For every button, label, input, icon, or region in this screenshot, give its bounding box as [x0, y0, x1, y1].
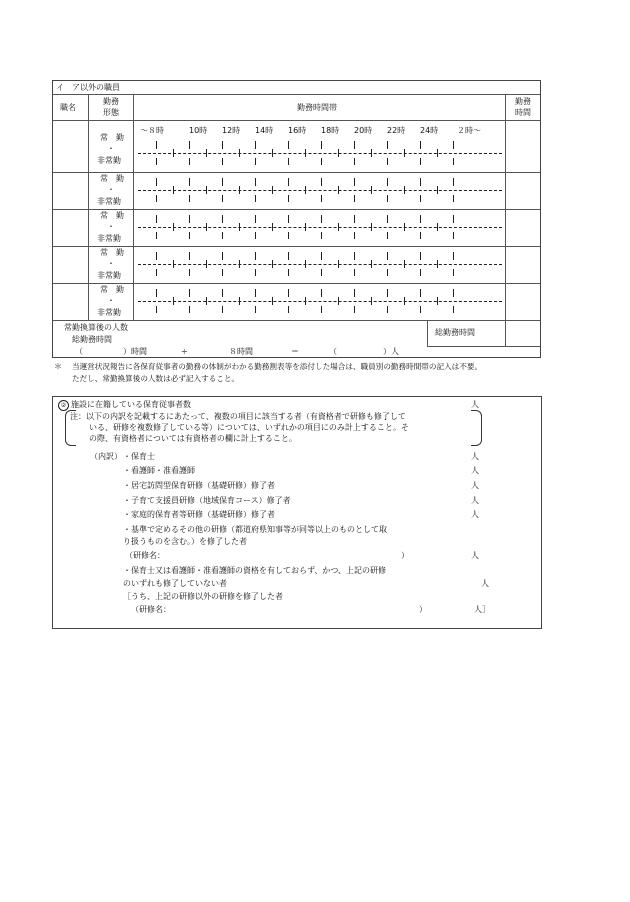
timeline-minor-tick — [206, 186, 207, 194]
item-unit: 人 — [471, 496, 479, 505]
timeline-major-tick — [255, 158, 256, 165]
nursery-other-sub-unit: 人］ — [474, 605, 490, 614]
divider — [53, 320, 540, 321]
timeline-minor-tick — [173, 149, 174, 157]
timeline-major-tick — [222, 215, 223, 223]
item-unit: 人 — [471, 481, 479, 490]
timeline-major-tick — [354, 195, 355, 202]
note-line: 注：以下の内訳を記載するにあたって、複数の項目に該当する者（有資格者で研修も修了して — [70, 412, 406, 421]
timeline-major-tick — [156, 141, 157, 149]
timeline-major-tick — [354, 178, 355, 186]
timeline-major-tick — [156, 158, 157, 165]
timeline-minor-tick — [305, 260, 306, 268]
form-label-fulltime: 常 勤 — [100, 248, 124, 257]
divider — [88, 94, 89, 320]
formula-hours: ）時間 — [123, 347, 147, 356]
timeline-major-tick — [420, 178, 421, 186]
nursery-other-line-1: ・保育士又は看護師・准看護師の資格を有しておらず、かつ、上記の研修 — [123, 566, 387, 575]
timeline-major-tick — [222, 289, 223, 297]
form-label-dot: ・ — [107, 185, 115, 194]
timeline-major-tick — [387, 141, 388, 149]
other-training-unit: 人 — [471, 551, 479, 560]
other-training-name-close: ） — [401, 551, 409, 560]
timeline-major-tick — [453, 269, 454, 276]
timeline-major-tick — [189, 215, 190, 223]
timeline-major-tick — [420, 195, 421, 202]
total-hours-box-label: 総勤務時間 — [435, 328, 475, 337]
timeline-major-tick — [156, 178, 157, 186]
timeline-minor-tick — [272, 149, 273, 157]
section-nursery-staff-count — [52, 396, 542, 629]
hour-label: 18時 — [321, 126, 340, 135]
timeline-major-tick — [222, 141, 223, 149]
section-title: 施設に在籍している保育従事者数 — [71, 400, 191, 409]
form-label-dot: ・ — [107, 259, 115, 268]
timeline-major-tick — [420, 306, 421, 313]
formula-div: ÷ — [181, 347, 188, 356]
timeline-major-tick — [453, 158, 454, 165]
timeline-major-tick — [321, 306, 322, 313]
timeline-major-tick — [288, 269, 289, 276]
form-label-dot: ・ — [107, 144, 115, 153]
timeline-major-tick — [453, 306, 454, 313]
section-title-unit: 人 — [471, 400, 479, 409]
timeline-row-2[interactable] — [138, 178, 502, 202]
timeline-major-tick — [222, 252, 223, 260]
timeline-minor-tick — [338, 297, 339, 305]
timeline-major-tick — [387, 158, 388, 165]
timeline-major-tick — [321, 158, 322, 165]
timeline-major-tick — [156, 306, 157, 313]
item-unit: 人 — [471, 510, 479, 519]
hour-label: 24時 — [420, 126, 439, 135]
header-job-title: 職名 — [60, 103, 76, 112]
timeline-major-tick — [156, 195, 157, 202]
timeline-major-tick — [420, 289, 421, 297]
item-label: ・子育て支援員研修（地域保育コース）修了者 — [123, 496, 291, 505]
timeline-major-tick — [453, 178, 454, 186]
timeline-major-tick — [222, 232, 223, 239]
timeline-minor-tick — [173, 223, 174, 231]
divider — [53, 94, 540, 95]
timeline-major-tick — [288, 252, 289, 260]
timeline-major-tick — [321, 141, 322, 149]
timeline-major-tick — [156, 252, 157, 260]
section-number: ② — [58, 400, 69, 411]
note-line: の際、有資格者については有資格者の欄に計上すること。 — [89, 434, 297, 443]
item-label: ・保育士 — [123, 452, 155, 461]
timeline-major-tick — [387, 252, 388, 260]
timeline-major-tick — [255, 269, 256, 276]
note-mark: ＊ — [54, 362, 62, 371]
timeline-major-tick — [354, 252, 355, 260]
timeline-major-tick — [222, 195, 223, 202]
timeline-minor-tick — [437, 297, 438, 305]
divider — [427, 320, 428, 346]
divider — [133, 94, 134, 320]
timeline-minor-tick — [371, 260, 372, 268]
form-label-parttime: 非常勤 — [97, 197, 121, 206]
item-unit: 人 — [471, 466, 479, 475]
header-work-form-2: 形態 — [103, 108, 119, 117]
timeline-major-tick — [156, 269, 157, 276]
timeline-major-tick — [255, 232, 256, 239]
timeline-major-tick — [387, 215, 388, 223]
timeline-row-5[interactable] — [138, 289, 502, 313]
form-label-dot: ・ — [107, 222, 115, 231]
timeline-major-tick — [387, 289, 388, 297]
timeline-minor-tick — [305, 149, 306, 157]
hour-label: 20時 — [354, 126, 373, 135]
timeline-minor-tick — [437, 186, 438, 194]
timeline-major-tick — [321, 269, 322, 276]
note-line: いる、研修を複数修了している等）については、いずれかの項目にのみ計上すること。そ — [89, 423, 409, 432]
formula-eq: ＝ — [291, 347, 299, 356]
timeline-minor-tick — [437, 260, 438, 268]
timeline-major-tick — [321, 195, 322, 202]
timeline-major-tick — [288, 195, 289, 202]
timeline-major-tick — [453, 141, 454, 149]
timeline-axis — [138, 301, 502, 302]
timeline-minor-tick — [272, 297, 273, 305]
timeline-major-tick — [354, 232, 355, 239]
timeline-minor-tick — [404, 149, 405, 157]
timeline-major-tick — [189, 232, 190, 239]
timeline-major-tick — [288, 158, 289, 165]
timeline-minor-tick — [404, 186, 405, 194]
timeline-major-tick — [189, 269, 190, 276]
timeline-major-tick — [222, 306, 223, 313]
timeline-axis — [138, 227, 502, 228]
timeline-major-tick — [255, 178, 256, 186]
timeline-major-tick — [255, 306, 256, 313]
timeline-row-4[interactable] — [138, 252, 502, 276]
timeline-axis — [138, 264, 502, 265]
timeline-minor-tick — [239, 297, 240, 305]
timeline-major-tick — [354, 269, 355, 276]
timeline-minor-tick — [206, 260, 207, 268]
timeline-major-tick — [387, 306, 388, 313]
timeline-major-tick — [354, 215, 355, 223]
timeline-major-tick — [453, 252, 454, 260]
timeline-major-tick — [222, 158, 223, 165]
hour-label: 14時 — [255, 126, 274, 135]
formula-result-close: ）人 — [383, 347, 399, 356]
timeline-major-tick — [387, 178, 388, 186]
timeline-major-tick — [420, 215, 421, 223]
timeline-major-tick — [420, 141, 421, 149]
header-work-form-1: 勤務 — [103, 97, 119, 106]
header-time-band: 勤務時間帯 — [297, 103, 337, 112]
item-unit: 人 — [471, 452, 479, 461]
timeline-major-tick — [288, 306, 289, 313]
hour-label: ～８時 — [140, 126, 164, 135]
header-work-hours-2: 時間 — [515, 108, 531, 117]
timeline-axis — [138, 153, 502, 154]
timeline-major-tick — [420, 269, 421, 276]
item-label: ・家庭的保育者等研修（基礎研修）修了者 — [123, 510, 275, 519]
form-label-parttime: 非常勤 — [97, 308, 121, 317]
timeline-major-tick — [453, 195, 454, 202]
timeline-major-tick — [321, 178, 322, 186]
nursery-other-sub-name-close: ） — [419, 605, 427, 614]
timeline-minor-tick — [173, 260, 174, 268]
note-bracket-right — [471, 410, 482, 446]
timeline-major-tick — [354, 306, 355, 313]
timeline-major-tick — [453, 289, 454, 297]
timeline-major-tick — [453, 232, 454, 239]
timeline-major-tick — [288, 215, 289, 223]
item-label: ・居宅訪問型保育研修（基礎研修）修了者 — [123, 481, 275, 490]
timeline-major-tick — [255, 252, 256, 260]
timeline-major-tick — [189, 195, 190, 202]
timeline-minor-tick — [371, 297, 372, 305]
timeline-major-tick — [387, 269, 388, 276]
timeline-major-tick — [321, 232, 322, 239]
timeline-minor-tick — [173, 297, 174, 305]
nursery-other-line-2: のいずれも修了していない者 — [123, 579, 227, 588]
timeline-major-tick — [255, 195, 256, 202]
timeline-major-tick — [288, 178, 289, 186]
timeline-minor-tick — [338, 149, 339, 157]
timeline-minor-tick — [338, 223, 339, 231]
timeline-minor-tick — [305, 297, 306, 305]
timeline-minor-tick — [239, 149, 240, 157]
nursery-other-sub-name-input[interactable] — [177, 604, 417, 615]
item-label: ・看護師・准看護師 — [123, 466, 195, 475]
nursery-other-sub-name-label: （研修名： — [131, 605, 171, 614]
other-training-name-input[interactable] — [171, 550, 399, 561]
timeline-major-tick — [288, 232, 289, 239]
divider — [53, 209, 540, 210]
divider — [53, 246, 540, 247]
timeline-major-tick — [321, 215, 322, 223]
hour-label: 16時 — [288, 126, 307, 135]
timeline-minor-tick — [371, 186, 372, 194]
other-training-name-label: （研修名： — [125, 551, 165, 560]
timeline-major-tick — [387, 232, 388, 239]
form-label-parttime: 非常勤 — [97, 234, 121, 243]
timeline-minor-tick — [272, 260, 273, 268]
timeline-major-tick — [420, 252, 421, 260]
timeline-minor-tick — [404, 260, 405, 268]
timeline-minor-tick — [239, 223, 240, 231]
total-hours-input[interactable] — [506, 321, 539, 345]
other-training-line-1: ・基準で定めるその他の研修（都道府県知事等が同等以上のものとして取 — [123, 525, 387, 534]
timeline-minor-tick — [272, 223, 273, 231]
timeline-major-tick — [156, 232, 157, 239]
timeline-major-tick — [222, 178, 223, 186]
divider — [53, 120, 540, 121]
timeline-major-tick — [321, 252, 322, 260]
timeline-major-tick — [255, 289, 256, 297]
timeline-minor-tick — [239, 186, 240, 194]
formula-open: （ — [75, 347, 83, 356]
formula-result-open: （ — [329, 347, 337, 356]
timeline-minor-tick — [173, 186, 174, 194]
timeline-minor-tick — [206, 149, 207, 157]
timeline-minor-tick — [404, 297, 405, 305]
breakdown-label: （内訳） — [90, 452, 122, 461]
divider — [427, 346, 540, 347]
timeline-row-1[interactable] — [138, 141, 502, 165]
form-label-dot: ・ — [107, 296, 115, 305]
form-label-fulltime: 常 勤 — [100, 174, 124, 183]
timeline-minor-tick — [437, 149, 438, 157]
other-training-line-2: り扱うものを含む。）を修了した者 — [123, 537, 247, 546]
timeline-major-tick — [222, 269, 223, 276]
timeline-minor-tick — [338, 260, 339, 268]
timeline-minor-tick — [239, 260, 240, 268]
timeline-minor-tick — [338, 186, 339, 194]
timeline-minor-tick — [272, 186, 273, 194]
timeline-minor-tick — [371, 149, 372, 157]
form-label-parttime: 非常勤 — [97, 156, 121, 165]
header-work-hours-1: 勤務 — [515, 97, 531, 106]
timeline-major-tick — [420, 232, 421, 239]
timeline-major-tick — [453, 215, 454, 223]
timeline-minor-tick — [305, 223, 306, 231]
form-label-fulltime: 常 勤 — [100, 285, 124, 294]
timeline-major-tick — [288, 141, 289, 149]
note-line-2: ただし、常勤換算後の人数は必ず記入すること。 — [72, 374, 240, 383]
nursery-other-sub-line: ［うち、上記の研修以外の研修を修了した者 — [123, 592, 283, 601]
conversion-label: 常勤換算後の人数 — [64, 323, 128, 332]
hour-label: 10時 — [189, 126, 208, 135]
section-title: イ ア以外の職員 — [56, 83, 120, 92]
timeline-minor-tick — [206, 297, 207, 305]
hour-label: 12時 — [222, 126, 241, 135]
nursery-other-unit: 人 — [481, 579, 489, 588]
timeline-major-tick — [189, 141, 190, 149]
timeline-minor-tick — [305, 186, 306, 194]
timeline-major-tick — [255, 215, 256, 223]
form-label-parttime: 非常勤 — [97, 271, 121, 280]
timeline-major-tick — [354, 289, 355, 297]
timeline-major-tick — [189, 306, 190, 313]
timeline-major-tick — [156, 215, 157, 223]
divider — [53, 172, 540, 173]
timeline-major-tick — [354, 158, 355, 165]
timeline-major-tick — [387, 195, 388, 202]
note-line-1: 当運営状況報告に各保育従事者の勤務の体制がわかる勤務割表等を添付した場合は、職員別の勤務時間帯の記入は不要。 — [72, 362, 483, 371]
timeline-major-tick — [420, 158, 421, 165]
timeline-major-tick — [189, 252, 190, 260]
hour-label: 22時 — [387, 126, 406, 135]
timeline-major-tick — [354, 141, 355, 149]
timeline-major-tick — [255, 141, 256, 149]
timeline-major-tick — [189, 289, 190, 297]
staff-schedule-table — [52, 80, 541, 358]
timeline-axis — [138, 190, 502, 191]
divider — [53, 283, 540, 284]
form-label-fulltime: 常 勤 — [100, 211, 124, 220]
timeline-major-tick — [156, 289, 157, 297]
timeline-major-tick — [288, 289, 289, 297]
divider — [505, 94, 506, 320]
timeline-major-tick — [189, 158, 190, 165]
timeline-major-tick — [189, 178, 190, 186]
timeline-major-tick — [321, 289, 322, 297]
timeline-minor-tick — [404, 223, 405, 231]
form-label-fulltime: 常 勤 — [100, 133, 124, 142]
hour-label: ２時～ — [457, 126, 481, 135]
timeline-row-3[interactable] — [138, 215, 502, 239]
formula-eight-hours: ８時間 — [229, 347, 253, 356]
total-hours-label: 総勤務時間 — [72, 335, 112, 344]
timeline-minor-tick — [206, 223, 207, 231]
timeline-minor-tick — [437, 223, 438, 231]
timeline-minor-tick — [371, 223, 372, 231]
